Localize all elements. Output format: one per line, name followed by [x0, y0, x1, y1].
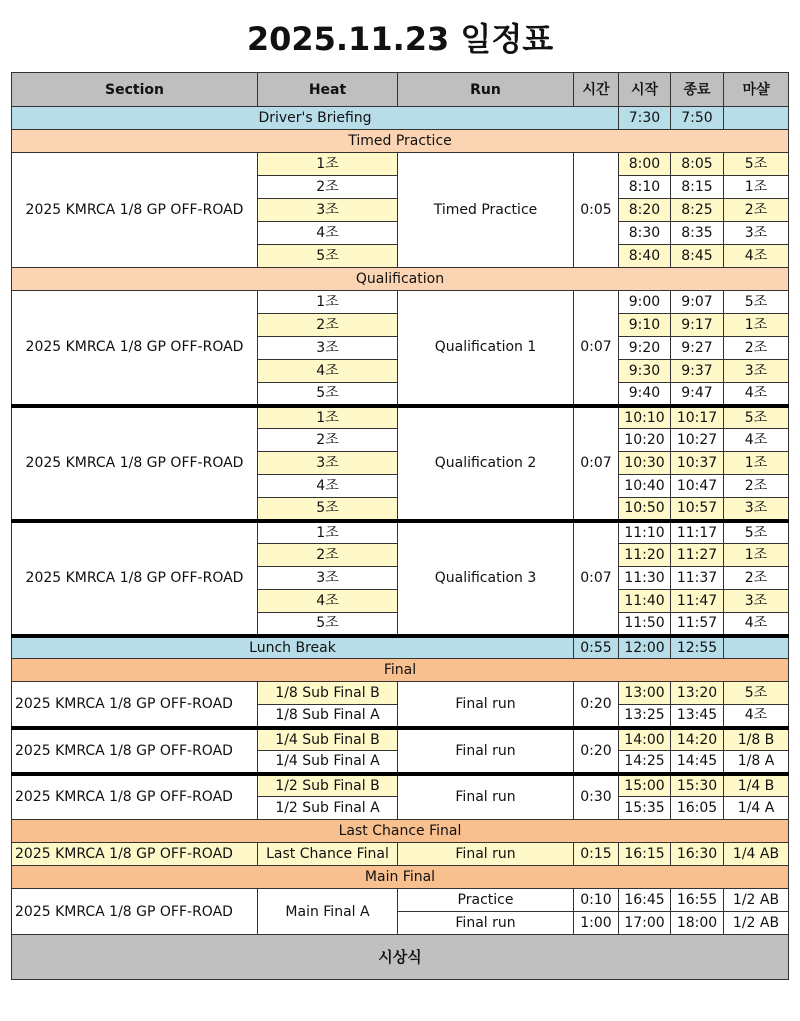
section-cell: 2025 KMRCA 1/8 GP OFF-ROAD — [12, 153, 258, 268]
heat-cell: 2조 — [258, 176, 398, 199]
marshal-cell: 4조 — [724, 429, 789, 452]
heat-cell: 2조 — [258, 429, 398, 452]
duration-cell: 0:05 — [574, 153, 619, 268]
lunch-start: 12:00 — [619, 636, 671, 659]
heat-cell: 3조 — [258, 199, 398, 222]
lunch-break-label: Lunch Break — [12, 636, 574, 659]
marshal-cell: 5조 — [724, 291, 789, 314]
run-cell: Qualification 3 — [398, 521, 574, 636]
marshal-cell: 2조 — [724, 199, 789, 222]
end-cell: 11:37 — [671, 567, 724, 590]
lunch-end: 12:55 — [671, 636, 724, 659]
start-cell: 13:00 — [619, 682, 671, 705]
marshal-cell: 3조 — [724, 222, 789, 245]
start-cell: 13:25 — [619, 705, 671, 728]
marshal-cell: 2조 — [724, 567, 789, 590]
duration-cell: 0:20 — [574, 682, 619, 728]
duration-cell: 0:30 — [574, 774, 619, 820]
start-cell: 10:50 — [619, 498, 671, 521]
heat-cell: 1/4 Sub Final A — [258, 751, 398, 774]
award-ceremony-label: 시상식 — [12, 935, 789, 980]
page-title: 2025.11.23 일정표 — [246, 20, 554, 58]
section-cell: 2025 KMRCA 1/8 GP OFF-ROAD — [12, 682, 258, 728]
marshal-cell: 3조 — [724, 590, 789, 613]
section-cell: 2025 KMRCA 1/8 GP OFF-ROAD — [12, 889, 258, 935]
run-cell: Final run — [398, 843, 574, 866]
marshal-cell: 5조 — [724, 153, 789, 176]
end-cell: 8:35 — [671, 222, 724, 245]
table-row — [12, 728, 789, 751]
end-cell: 9:47 — [671, 383, 724, 406]
marshal-cell: 1/4 B — [724, 774, 789, 797]
start-cell: 8:10 — [619, 176, 671, 199]
start-cell: 16:15 — [619, 843, 671, 866]
drivers-briefing-label: Driver's Briefing — [12, 107, 619, 130]
start-cell: 11:20 — [619, 544, 671, 567]
end-cell: 15:30 — [671, 774, 724, 797]
end-cell: 8:05 — [671, 153, 724, 176]
header-run: Run — [398, 73, 574, 107]
duration-cell: 0:20 — [574, 728, 619, 774]
start-cell: 11:10 — [619, 521, 671, 544]
end-cell: 8:25 — [671, 199, 724, 222]
heat-cell: 1/2 Sub Final A — [258, 797, 398, 820]
marshal-cell: 4조 — [724, 705, 789, 728]
heat-cell: 2조 — [258, 314, 398, 337]
lunch-break-row — [12, 636, 789, 659]
run-cell: Final run — [398, 728, 574, 774]
end-cell: 10:27 — [671, 429, 724, 452]
marshal-cell: 5조 — [724, 521, 789, 544]
run-cell: Final run — [398, 912, 574, 935]
marshal-cell: 1/8 A — [724, 751, 789, 774]
award-ceremony-row — [12, 935, 789, 980]
end-cell: 10:47 — [671, 475, 724, 498]
final-band — [12, 659, 789, 682]
heat-cell: 4조 — [258, 590, 398, 613]
end-cell: 16:05 — [671, 797, 724, 820]
marshal-cell: 1/8 B — [724, 728, 789, 751]
marshal-cell: 5조 — [724, 406, 789, 429]
duration-cell: 0:07 — [574, 521, 619, 636]
end-cell: 9:17 — [671, 314, 724, 337]
marshal-cell: 1/4 AB — [724, 843, 789, 866]
end-cell: 16:30 — [671, 843, 724, 866]
heat-cell: 5조 — [258, 613, 398, 636]
table-row — [12, 291, 789, 314]
start-cell: 9:30 — [619, 360, 671, 383]
section-cell: 2025 KMRCA 1/8 GP OFF-ROAD — [12, 774, 258, 820]
start-cell: 14:00 — [619, 728, 671, 751]
start-cell: 10:40 — [619, 475, 671, 498]
start-cell: 10:10 — [619, 406, 671, 429]
marshal-cell: 1/2 AB — [724, 889, 789, 912]
heat-cell: 1/2 Sub Final B — [258, 774, 398, 797]
marshal-cell: 1조 — [724, 314, 789, 337]
header-duration: 시간 — [574, 73, 619, 107]
run-cell: Final run — [398, 774, 574, 820]
end-cell: 14:45 — [671, 751, 724, 774]
drivers-briefing-end: 7:50 — [671, 107, 724, 130]
table-row — [12, 774, 789, 797]
heat-cell: Main Final A — [258, 889, 398, 935]
final-band-label: Final — [12, 659, 789, 682]
end-cell: 9:07 — [671, 291, 724, 314]
duration-cell: 0:07 — [574, 406, 619, 521]
end-cell: 13:20 — [671, 682, 724, 705]
heat-cell: 1/8 Sub Final A — [258, 705, 398, 728]
run-cell: Qualification 1 — [398, 291, 574, 406]
heat-cell: 1조 — [258, 521, 398, 544]
duration-cell: 1:00 — [574, 912, 619, 935]
start-cell: 16:45 — [619, 889, 671, 912]
end-cell: 11:47 — [671, 590, 724, 613]
marshal-cell: 3조 — [724, 360, 789, 383]
timed-practice-band — [12, 130, 789, 153]
marshal-cell: 4조 — [724, 245, 789, 268]
start-cell: 8:30 — [619, 222, 671, 245]
heat-cell: 3조 — [258, 567, 398, 590]
drivers-briefing-marshal — [724, 107, 789, 130]
marshal-cell: 1조 — [724, 544, 789, 567]
marshal-cell: 1조 — [724, 176, 789, 199]
marshal-cell: 3조 — [724, 498, 789, 521]
start-cell: 9:00 — [619, 291, 671, 314]
heat-cell: 5조 — [258, 498, 398, 521]
heat-cell: 3조 — [258, 452, 398, 475]
section-cell: 2025 KMRCA 1/8 GP OFF-ROAD — [12, 406, 258, 521]
start-cell: 10:30 — [619, 452, 671, 475]
start-cell: 14:25 — [619, 751, 671, 774]
end-cell: 11:17 — [671, 521, 724, 544]
run-cell: Qualification 2 — [398, 406, 574, 521]
marshal-cell: 1조 — [724, 452, 789, 475]
header-row — [12, 73, 789, 107]
end-cell: 10:57 — [671, 498, 724, 521]
start-cell: 15:00 — [619, 774, 671, 797]
end-cell: 9:27 — [671, 337, 724, 360]
marshal-cell: 1/2 AB — [724, 912, 789, 935]
header-heat: Heat — [258, 73, 398, 107]
end-cell: 10:17 — [671, 406, 724, 429]
end-cell: 8:15 — [671, 176, 724, 199]
run-cell: Practice — [398, 889, 574, 912]
start-cell: 11:40 — [619, 590, 671, 613]
section-cell: 2025 KMRCA 1/8 GP OFF-ROAD — [12, 728, 258, 774]
last-chance-row — [12, 843, 789, 866]
table-row — [12, 153, 789, 176]
table-row — [12, 682, 789, 705]
start-cell: 9:20 — [619, 337, 671, 360]
drivers-briefing-row — [12, 107, 789, 130]
duration-cell: 0:10 — [574, 889, 619, 912]
end-cell: 13:45 — [671, 705, 724, 728]
run-cell: Final run — [398, 682, 574, 728]
duration-cell: 0:15 — [574, 843, 619, 866]
start-cell: 15:35 — [619, 797, 671, 820]
start-cell: 11:50 — [619, 613, 671, 636]
end-cell: 18:00 — [671, 912, 724, 935]
heat-cell: 1/8 Sub Final B — [258, 682, 398, 705]
header-end: 종료 — [671, 73, 724, 107]
heat-cell: 3조 — [258, 337, 398, 360]
start-cell: 9:40 — [619, 383, 671, 406]
main-final-band-label: Main Final — [12, 866, 789, 889]
end-cell: 11:27 — [671, 544, 724, 567]
end-cell: 8:45 — [671, 245, 724, 268]
section-cell: 2025 KMRCA 1/8 GP OFF-ROAD — [12, 843, 258, 866]
start-cell: 8:00 — [619, 153, 671, 176]
end-cell: 11:57 — [671, 613, 724, 636]
marshal-cell: 4조 — [724, 383, 789, 406]
heat-cell: 1/4 Sub Final B — [258, 728, 398, 751]
heat-cell: 1조 — [258, 406, 398, 429]
qualification-band-label: Qualification — [12, 268, 789, 291]
heat-cell: 4조 — [258, 475, 398, 498]
heat-cell: 5조 — [258, 383, 398, 406]
marshal-cell: 2조 — [724, 475, 789, 498]
end-cell: 14:20 — [671, 728, 724, 751]
lunch-marshal — [724, 636, 789, 659]
marshal-cell: 1/4 A — [724, 797, 789, 820]
lunch-duration: 0:55 — [574, 636, 619, 659]
start-cell: 11:30 — [619, 567, 671, 590]
table-row — [12, 889, 789, 912]
schedule-table — [11, 72, 789, 980]
end-cell: 10:37 — [671, 452, 724, 475]
start-cell: 8:40 — [619, 245, 671, 268]
start-cell: 17:00 — [619, 912, 671, 935]
heat-cell: 5조 — [258, 245, 398, 268]
heat-cell: 4조 — [258, 222, 398, 245]
duration-cell: 0:07 — [574, 291, 619, 406]
last-chance-band-label: Last Chance Final — [12, 820, 789, 843]
table-row — [12, 406, 789, 429]
table-row — [12, 521, 789, 544]
heat-cell: 4조 — [258, 360, 398, 383]
heat-cell: 1조 — [258, 291, 398, 314]
start-cell: 9:10 — [619, 314, 671, 337]
header-section: Section — [12, 73, 258, 107]
heat-cell: Last Chance Final — [258, 843, 398, 866]
marshal-cell: 2조 — [724, 337, 789, 360]
section-cell: 2025 KMRCA 1/8 GP OFF-ROAD — [12, 291, 258, 406]
heat-cell: 2조 — [258, 544, 398, 567]
last-chance-band — [12, 820, 789, 843]
end-cell: 9:37 — [671, 360, 724, 383]
section-cell: 2025 KMRCA 1/8 GP OFF-ROAD — [12, 521, 258, 636]
header-start: 시작 — [619, 73, 671, 107]
main-final-band — [12, 866, 789, 889]
marshal-cell: 4조 — [724, 613, 789, 636]
heat-cell: 1조 — [258, 153, 398, 176]
start-cell: 8:20 — [619, 199, 671, 222]
drivers-briefing-start: 7:30 — [619, 107, 671, 130]
run-cell: Timed Practice — [398, 153, 574, 268]
header-marshal: 마샬 — [724, 73, 789, 107]
qualification-band — [12, 268, 789, 291]
start-cell: 10:20 — [619, 429, 671, 452]
end-cell: 16:55 — [671, 889, 724, 912]
marshal-cell: 5조 — [724, 682, 789, 705]
timed-practice-band-label: Timed Practice — [12, 130, 789, 153]
